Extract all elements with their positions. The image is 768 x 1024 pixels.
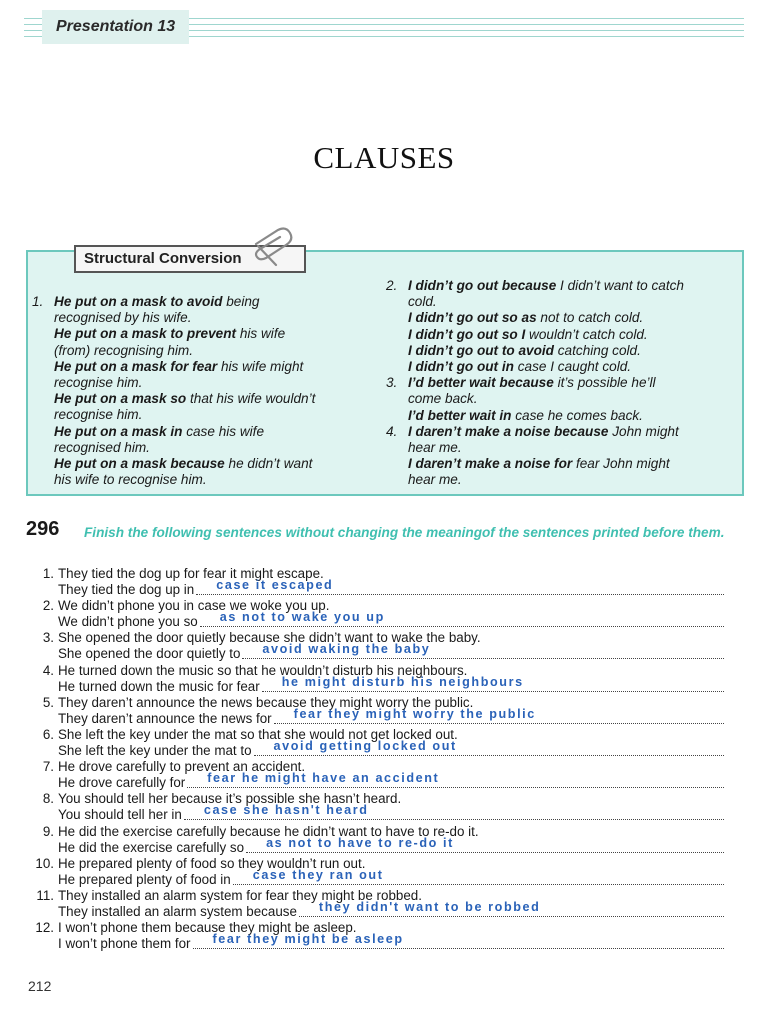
conversion-line: He put on a mask to avoid being (54, 294, 260, 309)
answer-line (200, 624, 724, 627)
original-sentence: He prepared plenty of food so they wouldn’t run out. (58, 855, 366, 871)
conversion-line: recognised him. (54, 439, 150, 455)
item-number: 9. (42, 823, 54, 839)
item-number: 10. (35, 855, 54, 871)
handwritten-answer: as not to have to re-do it (266, 835, 454, 850)
conversion-line: come back. (408, 391, 478, 407)
conversion-number: 3. (386, 375, 398, 391)
conversion-item (32, 294, 372, 488)
conversion-line: I didn’t go out so as not to catch cold. (408, 310, 644, 326)
conversion-line: hear me. (408, 472, 462, 488)
rewrite-prompt: He drove carefully for (58, 775, 186, 791)
exercise-item (34, 727, 744, 759)
presentation-label: Presentation 13 (42, 10, 189, 44)
handwritten-answer: case it escaped (216, 578, 334, 592)
answer-line (184, 817, 724, 820)
item-number: 6. (42, 726, 54, 742)
item-number: 7. (42, 759, 54, 775)
conversion-line: hear me. (408, 440, 462, 456)
rewrite-prompt: She left the key under the mat to (58, 742, 252, 758)
rewrite-prompt: She opened the door quietly to (58, 646, 241, 662)
answer-line (246, 850, 724, 853)
conversion-number: 1. (32, 294, 44, 309)
conversion-line: He put on a mask to prevent his wife (54, 326, 286, 342)
box-left-column (32, 294, 372, 488)
original-sentence: She left the key under the mat so that she would not get locked out. (58, 726, 458, 742)
conversion-line: I didn’t go out so I wouldn’t catch cold. (408, 326, 648, 342)
handwritten-answer: as not to wake you up (219, 610, 385, 625)
conversion-item (386, 375, 738, 424)
original-sentence: They daren’t announce the news because they might worry the public. (58, 694, 474, 710)
rewrite-prompt: I won’t phone them for (58, 936, 191, 952)
conversion-line: I daren’t make a noise for fear John might (408, 456, 670, 472)
conversion-line: I’d better wait in case he comes back. (408, 407, 643, 423)
original-sentence: You should tell her because it’s possible she hasn’t heard. (58, 791, 402, 807)
conversion-number: 2. (386, 278, 398, 293)
item-number: 11. (36, 887, 54, 903)
handwritten-answer: they didn't want to be robbed (318, 899, 541, 914)
handwritten-answer: fear they might be asleep (212, 932, 404, 947)
item-number: 3. (42, 630, 54, 646)
exercise-item (34, 598, 744, 630)
exercise-instruction: Finish the following sentences without changing the meaningof the sentences printed before them. (84, 525, 725, 540)
exercise-item (34, 824, 744, 856)
original-sentence: I won’t phone them because they might be asleep. (58, 920, 357, 936)
rewrite-prompt: He did the exercise carefully so (58, 839, 245, 855)
answer-line (196, 592, 724, 595)
conversion-line: recognised by his wife. (54, 310, 192, 326)
exercise-item (34, 566, 744, 598)
rewrite-prompt: He prepared plenty of food in (58, 871, 231, 887)
conversion-line: I didn’t go out in case I caught cold. (408, 359, 632, 375)
rewrite-prompt: They installed an alarm system because (58, 903, 297, 919)
exercise-item (34, 888, 744, 920)
conversion-item (386, 278, 738, 375)
conversion-line: recognise him. (54, 407, 143, 423)
rewrite-prompt: They daren’t announce the news for (58, 710, 272, 726)
rewrite-prompt: They tied the dog up in (58, 582, 195, 597)
item-number: 8. (42, 791, 54, 807)
handwritten-answer: case she hasn't heard (203, 803, 369, 818)
conversion-line: He put on a mask in case his wife (54, 423, 265, 439)
conversion-line: I didn’t go out to avoid catching cold. (408, 342, 641, 358)
rewrite-prompt: We didn’t phone you so (58, 614, 198, 630)
paperclip-icon (248, 224, 298, 272)
original-sentence: We didn’t phone you in case we woke you up. (58, 598, 330, 614)
handwritten-answer: fear they might worry the public (293, 706, 536, 721)
exercise-item (34, 663, 744, 695)
exercise-item (34, 695, 744, 727)
box-heading: Structural Conversion (74, 245, 306, 273)
answer-line (193, 946, 725, 949)
original-sentence: They installed an alarm system for fear they might be robbed. (58, 887, 422, 903)
conversion-line: (from) recognising him. (54, 342, 193, 358)
rewrite-prompt: He turned down the music for fear (58, 678, 260, 694)
page-number: 212 (28, 978, 52, 994)
page-title: CLAUSES (313, 140, 455, 175)
answer-line (262, 689, 724, 692)
answer-line (254, 753, 724, 756)
conversion-line: He put on a mask so that his wife wouldn’t (54, 391, 316, 407)
handwritten-answer: avoid waking the baby (262, 642, 431, 657)
conversion-line: I daren’t make a noise because John might (408, 423, 679, 439)
exercise-item (34, 856, 744, 888)
exercise-item (34, 920, 744, 952)
item-number: 2. (42, 598, 54, 614)
conversion-line: I didn’t go out because I didn’t want to catch (408, 278, 684, 293)
conversion-line: recognise him. (54, 375, 143, 391)
handwritten-answer: fear he might have an accident (207, 771, 440, 786)
answer-line (299, 914, 724, 917)
item-number: 1. (42, 566, 54, 581)
answer-line (233, 882, 724, 885)
exercise-list (34, 566, 744, 952)
conversion-line: cold. (408, 294, 437, 310)
conversion-line: He put on a mask because he didn’t want (54, 456, 313, 472)
answer-line (274, 721, 724, 724)
exercise-item (34, 791, 744, 823)
exercise-number: 296 (26, 518, 60, 540)
box-right-column (386, 278, 738, 489)
original-sentence: She opened the door quietly because she didn’t want to wake the baby. (58, 630, 481, 646)
exercise-item (34, 759, 744, 791)
item-number: 12. (35, 920, 54, 936)
original-sentence: They tied the dog up for fear it might escape. (58, 566, 324, 581)
exercise-item (34, 630, 744, 662)
item-number: 5. (42, 694, 54, 710)
conversion-line: his wife to recognise him. (54, 472, 207, 488)
conversion-line: I’d better wait because it’s possible he’ll (408, 375, 656, 391)
handwritten-answer: he might disturb his neighbours (281, 674, 524, 689)
item-number: 4. (42, 662, 54, 678)
conversion-line: He put on a mask for fear his wife might (54, 358, 304, 374)
handwritten-answer: case they ran out (252, 867, 384, 882)
original-sentence: He turned down the music so that he wouldn’t disturb his neighbours. (58, 662, 468, 678)
original-sentence: He did the exercise carefully because he didn’t want to have to re-do it. (58, 823, 479, 839)
answer-line (187, 785, 724, 788)
original-sentence: He drove carefully to prevent an accident. (58, 759, 306, 775)
answer-line (242, 656, 724, 659)
rewrite-prompt: You should tell her in (58, 807, 182, 823)
handwritten-answer: avoid getting locked out (273, 738, 457, 753)
conversion-item (386, 424, 738, 489)
conversion-number: 4. (386, 423, 398, 439)
